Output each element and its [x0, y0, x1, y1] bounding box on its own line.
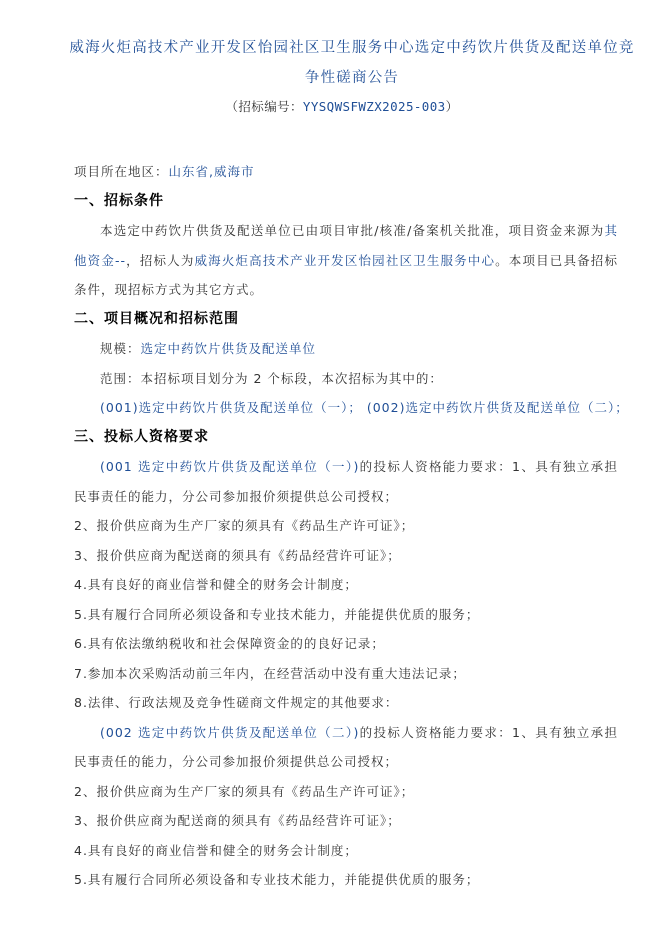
- list-item: 5.具有履行合同所必须设备和专业技术能力，并能提供优质的服务；: [74, 606, 480, 622]
- lot1-qualification-paragraph: [74, 452, 618, 511]
- list-item: 2、报价供应商为生产厂家的须具有《药品生产许可证》；: [74, 783, 415, 799]
- list-item: 4.具有良好的商业信誉和健全的财务会计制度；: [74, 577, 358, 592]
- lot1-text: 的投标人资格能力要求：1、具有独立承担民事责任的能力，分公司参加报价须提供总公司授权；: [74, 459, 618, 504]
- conditions-paragraph: [74, 216, 618, 305]
- list-item: 3、报价供应商为配送商的须具有《药品经营许可证》；: [74, 547, 401, 563]
- funding-source: 其他资金--: [74, 223, 618, 268]
- list-item: 4.具有良好的商业信誉和健全的财务会计制度；: [74, 842, 358, 858]
- project-scope: 范围：本招标项目划分为 2 个标段，本次招标为其中的：: [100, 370, 443, 386]
- conditions-text-start: 本选定中药饮片供货及配送单位已由项目审批/核准/备案机关批准，项目资金来源为: [100, 223, 605, 238]
- list-item: 5.具有履行合同所必须设备和专业技术能力，并能提供优质的服务；: [74, 872, 480, 887]
- lot2-text: 的投标人资格能力要求：1、具有独立承担民事责任的能力，分公司参加报价须提供总公司授权；: [74, 724, 618, 769]
- project-scale: [74, 334, 618, 364]
- project-location: [74, 157, 618, 187]
- tenderer-name: 威海火炬高技术产业开发区怡园社区卫生服务中心: [194, 252, 496, 268]
- list-item: 7.参加本次采购活动前三年内，在经营活动中没有重大违法记录；: [74, 665, 466, 681]
- lot-list: (001)选定中药饮片供货及配送单位（一）； (002)选定中药饮片供货及配送单位（二）；: [100, 400, 629, 415]
- list-item: 3、报价供应商为配送商的须具有《药品经营许可证》；: [74, 813, 401, 828]
- tender-code-value: YYSQWSFWZX2025-003: [302, 99, 446, 114]
- list-item: 2、报价供应商为生产厂家的须具有《药品生产许可证》；: [74, 518, 415, 533]
- tender-code: [66, 97, 618, 115]
- location-label: 项目所在地区：: [74, 164, 169, 179]
- scale-label: 规模：: [100, 341, 141, 356]
- location-value: 山东省,威海市: [168, 164, 255, 179]
- scale-value: 选定中药饮片供货及配送单位: [140, 341, 317, 356]
- conditions-text-end: 。本项目已具备招标条件，现招标方式为其它方式。: [74, 252, 618, 297]
- section-heading-qualifications: 三、投标人资格要求: [74, 428, 209, 445]
- lot2-label: (002 选定中药饮片供货及配送单位（二）): [100, 724, 360, 740]
- conditions-text-mid: ，招标人为: [126, 252, 195, 268]
- tender-code-prefix: （招标编号：: [225, 99, 303, 114]
- page-title: 威海火炬高技术产业开发区怡园社区卫生服务中心选定中药饮片供货及配送单位竞争性磋商公告: [69, 40, 635, 86]
- lot2-qualification-paragraph: [74, 718, 618, 777]
- list-item: 8.法律、行政法规及竞争性磋商文件规定的其他要求：: [74, 695, 399, 710]
- section-heading-conditions: 一、招标条件: [74, 192, 164, 209]
- section-heading-overview: 二、项目概况和招标范围: [74, 310, 239, 327]
- tender-code-suffix: ）: [445, 99, 459, 114]
- list-item: 6.具有依法缴纳税收和社会保障资金的的良好记录；: [74, 636, 385, 651]
- lot1-label: (001 选定中药饮片供货及配送单位（一）): [100, 459, 360, 474]
